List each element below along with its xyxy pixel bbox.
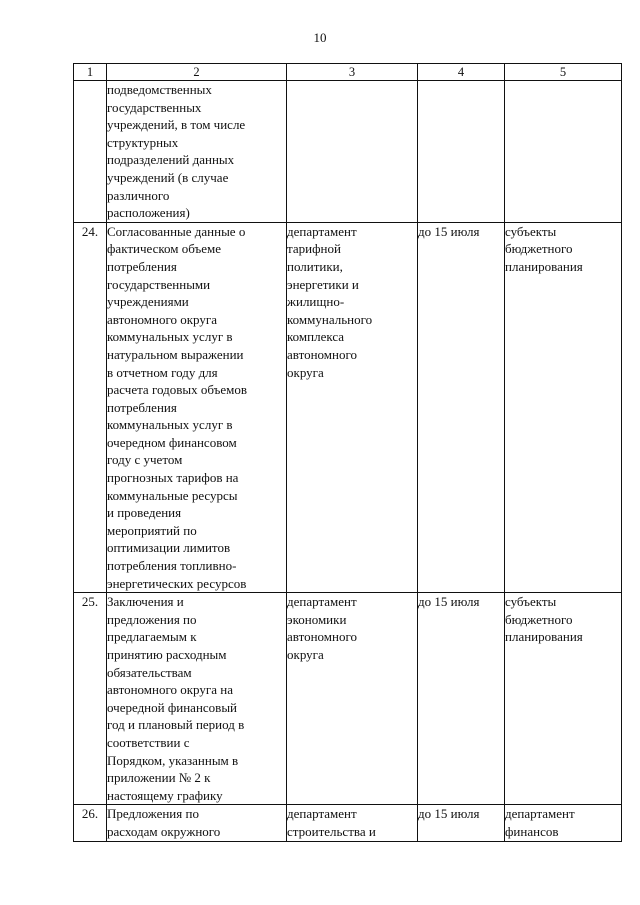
row-deadline-text: до 15 июля <box>418 594 480 610</box>
row-description-line: подведомственных <box>107 82 212 97</box>
row-description-line: Порядком, указанным в <box>107 752 239 768</box>
row-recipient-line: субъекты <box>505 223 557 239</box>
row-responsible <box>287 805 418 841</box>
row-deadline <box>418 805 505 841</box>
row-description-line: подразделений данных <box>107 152 235 168</box>
row-description-line: расположения) <box>107 205 190 221</box>
row-responsible-line: политики, <box>287 258 343 274</box>
schedule-table <box>73 63 622 842</box>
row-recipient <box>505 805 622 841</box>
table-row <box>74 805 622 841</box>
row-description-line: оптимизации лимитов <box>107 540 231 556</box>
row-responsible <box>287 222 418 592</box>
row-recipient <box>505 81 622 223</box>
row-description-line: натуральном выражении <box>107 346 244 362</box>
row-responsible <box>287 593 418 805</box>
row-responsible-line: комплекса <box>287 329 345 345</box>
row-description-line: фактическом объеме <box>107 241 222 257</box>
row-description-line: прогнозных тарифов на <box>107 470 239 486</box>
row-responsible <box>287 81 418 223</box>
table-body <box>74 81 622 842</box>
table-row <box>74 81 622 223</box>
table-row <box>74 593 622 805</box>
row-responsible-line: автономного <box>287 629 357 645</box>
row-description <box>107 593 287 805</box>
row-description-line: коммунальных услуг в <box>107 329 233 345</box>
header-col-5: 5 <box>505 64 622 81</box>
row-description-line: предлагаемым к <box>107 629 197 645</box>
header-col-2: 2 <box>107 64 287 81</box>
row-description-line: коммунальные ресурсы <box>107 487 238 503</box>
row-number <box>74 222 107 592</box>
row-description-line: предложения по <box>107 611 197 627</box>
row-description-line: учреждений, в том числе <box>107 117 246 133</box>
row-recipient-line: планирования <box>505 629 583 645</box>
row-recipient-line: департамент <box>505 806 575 822</box>
row-description-line: принятию расходным <box>107 647 227 662</box>
row-description-line: и проведения <box>107 505 182 521</box>
header-col-4: 4 <box>418 64 505 81</box>
row-description <box>107 222 287 592</box>
row-recipient-line: бюджетного <box>505 611 573 627</box>
row-responsible-line: округа <box>287 647 324 662</box>
row-description-line: обязательствам <box>107 664 192 680</box>
row-description-line: энергетических ресурсов <box>107 575 247 591</box>
row-recipient <box>505 222 622 592</box>
row-responsible-line: строительства и <box>287 823 376 839</box>
row-recipient-line: субъекты <box>505 594 557 610</box>
row-description-line: структурных <box>107 134 179 150</box>
row-deadline <box>418 222 505 592</box>
row-description-line: потребления топливно- <box>107 558 237 574</box>
row-description-line: очередной финансовый <box>107 699 238 715</box>
row-description-line: год и плановый период в <box>107 717 245 733</box>
row-number <box>74 593 107 805</box>
row-description-line: коммунальных услуг в <box>107 417 233 433</box>
row-number <box>74 805 107 841</box>
row-responsible-line: автономного <box>287 346 357 362</box>
row-number <box>74 81 107 223</box>
row-description-line: расчета годовых объемов <box>107 382 247 398</box>
row-recipient <box>505 593 622 805</box>
row-recipient-line: бюджетного <box>505 241 573 257</box>
row-deadline-text: до 15 июля <box>418 806 480 822</box>
row-number-text: 25. <box>81 594 99 610</box>
row-recipient-line: финансов <box>505 823 559 839</box>
row-number-text: 24. <box>81 223 99 239</box>
header-col-3: 3 <box>287 64 418 81</box>
row-responsible-line: коммунального <box>287 311 373 327</box>
row-description-line: соответствии с <box>107 734 190 750</box>
row-number-text: 26. <box>81 806 99 822</box>
row-description-line: в отчетном году для <box>107 364 218 380</box>
row-description-line: учреждениями <box>107 294 189 310</box>
row-responsible-line: округа <box>287 364 324 380</box>
row-description-line: потребления <box>107 399 177 415</box>
row-responsible-line: жилищно- <box>287 294 345 310</box>
row-description-line: году с учетом <box>107 452 183 468</box>
row-description-line: Заключения и <box>107 594 184 610</box>
row-responsible-line: департамент <box>287 806 357 822</box>
row-responsible-line: тарифной <box>287 241 341 257</box>
row-recipient-line: планирования <box>505 258 583 274</box>
row-description-line: государственных <box>107 99 202 115</box>
header-row <box>74 64 622 81</box>
row-description-line: приложении № 2 к <box>107 770 211 786</box>
page-number: 10 <box>313 30 327 45</box>
row-responsible-line: департамент <box>287 594 357 610</box>
row-description <box>107 805 287 841</box>
table-row <box>74 222 622 592</box>
row-description-line: различного <box>107 187 170 203</box>
header-col-1: 1 <box>74 64 107 81</box>
row-description-line: автономного округа на <box>107 682 233 698</box>
row-description-line: мероприятий по <box>107 522 197 538</box>
row-description-line: автономного округа <box>107 311 217 327</box>
row-description-line: Согласованные данные о <box>107 223 246 239</box>
row-responsible-line: энергетики и <box>287 276 359 292</box>
row-responsible-line: экономики <box>287 611 347 627</box>
table-header <box>74 64 622 81</box>
row-description-line: Предложения по <box>107 806 199 822</box>
row-description <box>107 81 287 223</box>
row-responsible-line: департамент <box>287 223 357 239</box>
row-description-line: учреждений (в случае <box>107 169 229 185</box>
row-deadline <box>418 593 505 805</box>
row-description-line: расходам окружного <box>107 823 221 839</box>
row-description-line: государственными <box>107 276 211 292</box>
row-description-line: потребления <box>107 258 177 274</box>
row-deadline-text: до 15 июля <box>418 223 480 239</box>
row-deadline <box>418 81 505 223</box>
row-description-line: очередном финансовом <box>107 434 237 450</box>
row-description-line: настоящему графику <box>107 787 223 803</box>
